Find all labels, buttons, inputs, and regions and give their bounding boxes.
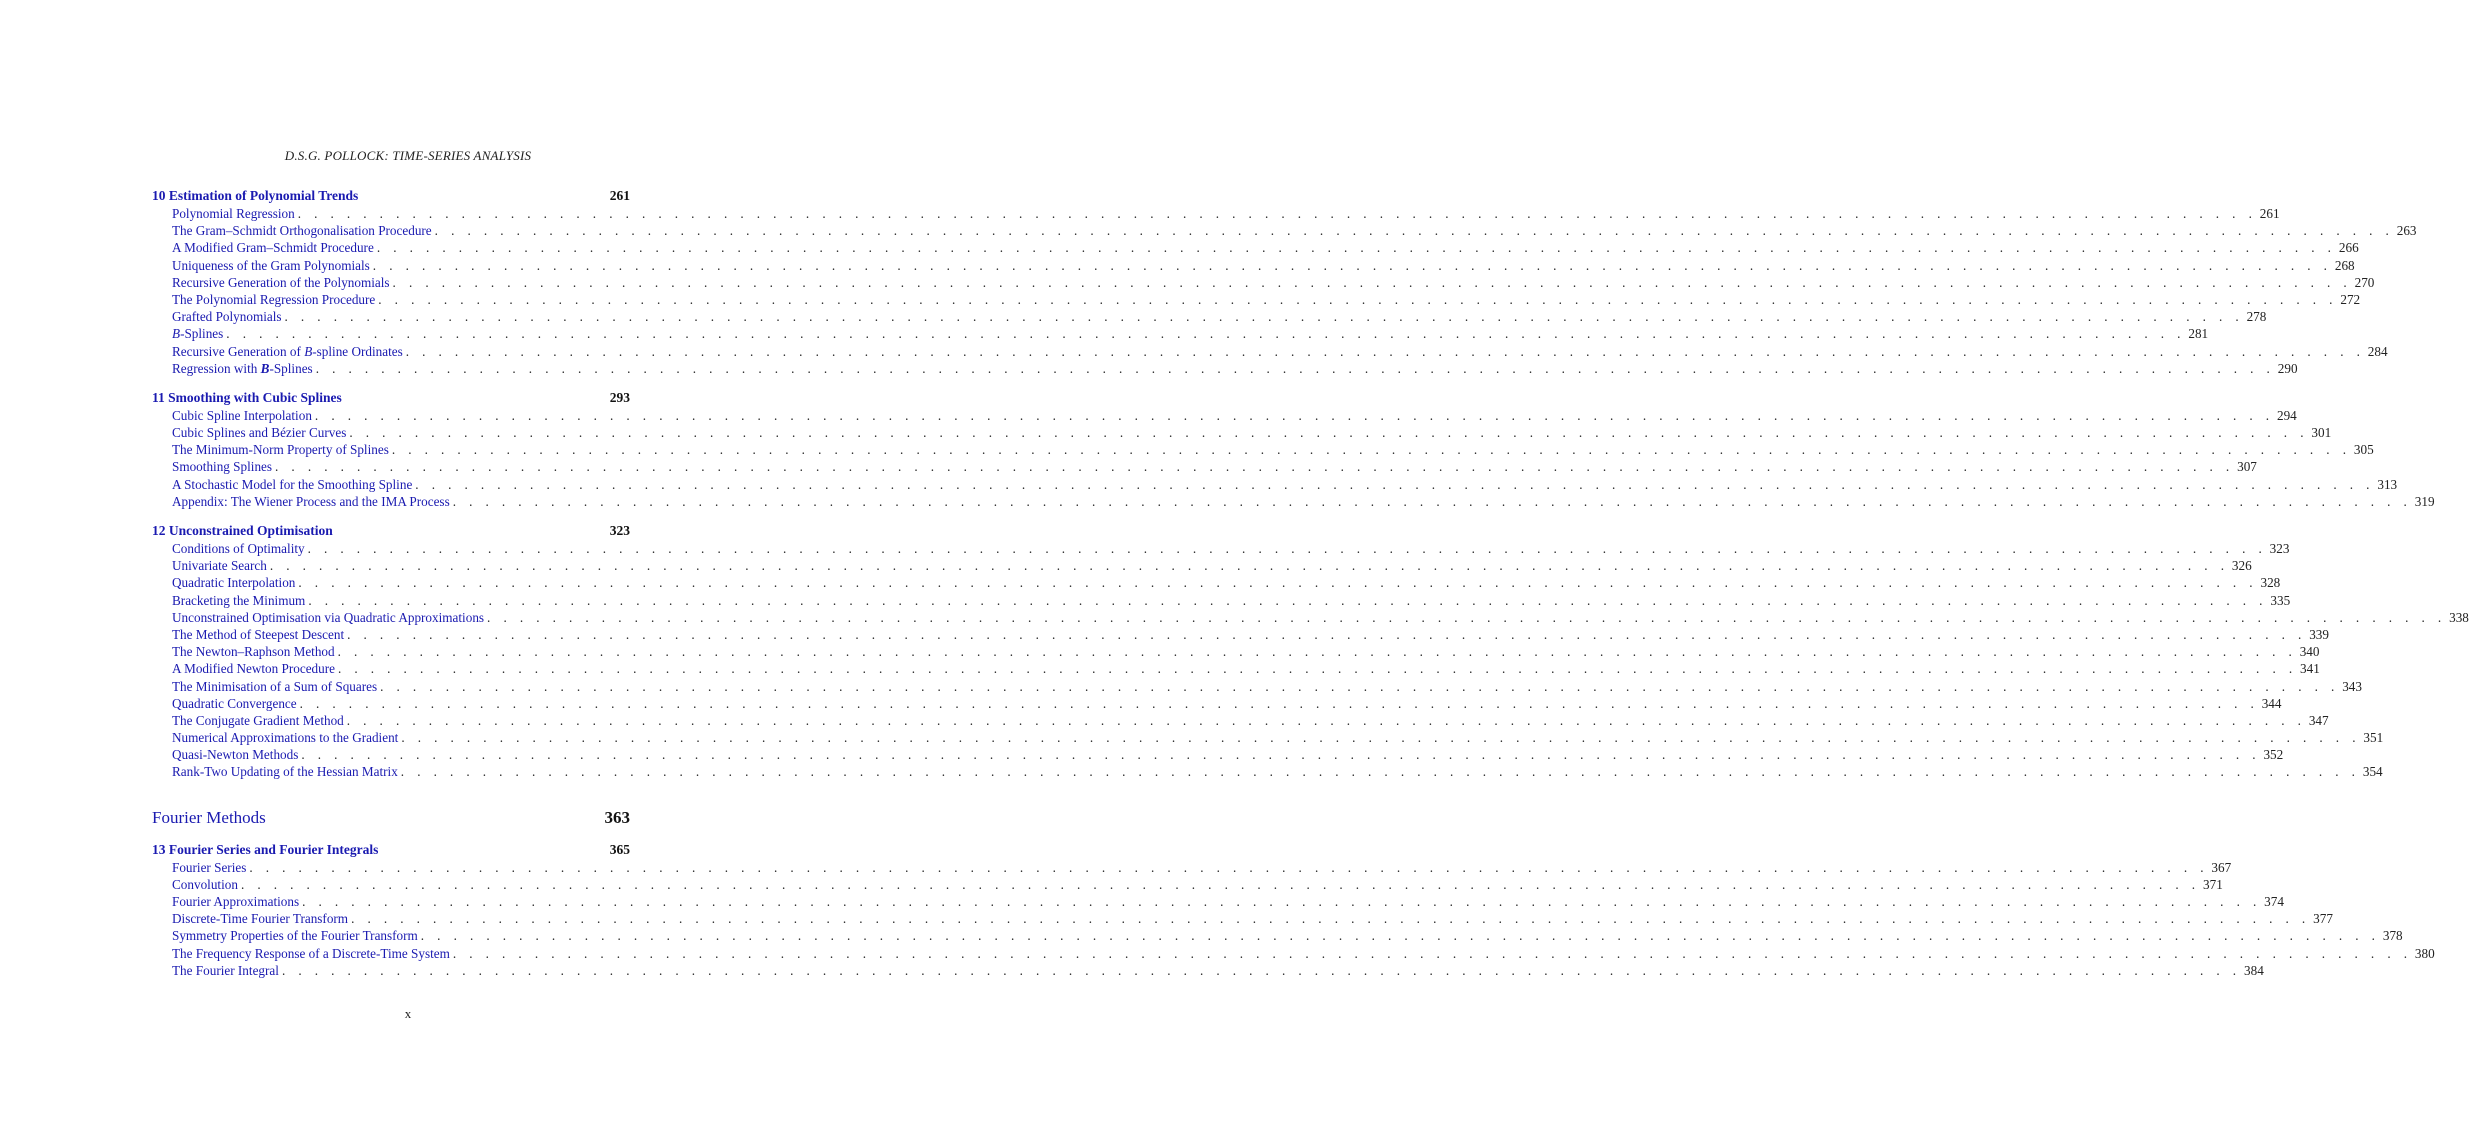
toc-entry-title[interactable]: B-Splines — [172, 326, 224, 342]
running-head: D.S.G. POLLOCK: TIME-SERIES ANALYSIS — [284, 148, 532, 163]
dot-leader: . . . . . . . . . . . . . . . . . . . . . . . . . . . . . . . . . . . . . . . . . . . . . . . . . . . . . . . . . . . . . . . . . . . . . . . . . . . . . . . . . . . . . . . . . . . . . . . . . . . . . . . . . . . . . . . . . . . . . . . . — [487, 609, 2447, 625]
toc-entry-title[interactable]: Rank-Two Updating of the Hessian Matrix — [172, 764, 398, 780]
dot-leader: . . . . . . . . . . . . . . . . . . . . . . . . . . . . . . . . . . . . . . . . . . . . . . . . . . . . . . . . . . . . . . . . . . . . . . . . . . . . . . . . . . . . . . . . . . . . . . . . . . . . . . . . . . . . . . . . . . . . . . . . — [302, 894, 2262, 909]
dot-leader: . . . . . . . . . . . . . . . . . . . . . . . . . . . . . . . . . . . . . . . . . . . . . . . . . . . . . . . . . . . . . . . . . . . . . . . . . . . . . . . . . . . . . . . . . . . . . . . . . . . . . . . . . . . . . . . . . . . . . . . . — [400, 764, 2360, 780]
toc-entry[interactable] — [152, 712, 2329, 729]
toc-entry[interactable] — [152, 626, 2329, 643]
dot-leader: . . . . . . . . . . . . . . . . . . . . . . . . . . . . . . . . . . . . . . . . . . . . . . . . . . . . . . . . . . . . . . . . . . . . . . . . . . . . . . . . . . . . . . . . . . . . . . . . . . . . . . . . . . . . . . . . . . . . . . . . — [240, 876, 2201, 892]
dot-leader: . . . . . . . . . . . . . . . . . . . . . . . . . . . . . . . . . . . . . . . . . . . . . . . . . . . . . . . . . . . . . . . . . . . . . . . . . . . . . . . . . . . . . . . . . . . . . . . . . . . . . . . . . . . . . . . . . . . . . . . . — [378, 291, 2338, 307]
toc-entry[interactable] — [152, 962, 2264, 979]
toc-entry[interactable] — [152, 609, 2469, 626]
toc-entry-page: 374 — [2264, 894, 2284, 909]
toc-entry-title[interactable]: Recursive Generation of B-spline Ordinates — [172, 343, 403, 359]
toc-entry-page: 344 — [2261, 695, 2282, 711]
chapter-block — [152, 841, 2435, 979]
toc-entry-title[interactable]: A Modified Newton Procedure — [172, 661, 335, 677]
page-number: x — [404, 1006, 412, 1021]
dot-leader: . . . . . . . . . . . . . . . . . . . . . . . . . . . . . . . . . . . . . . . . . . . . . . . . . . . . . . . . . . . . . . . . . . . . . . . . . . . . . . . . . . . . . . . . . . . . . . . . . . . . . . . . . . . . . . . . . . . . . . . . — [349, 425, 2309, 441]
toc-entry-title[interactable]: The Frequency Response of a Discrete-Time System — [172, 945, 450, 961]
dot-leader: . . . . . . . . . . . . . . . . . . . . . . . . . . . . . . . . . . . . . . . . . . . . . . . . . . . . . . . . . . . . . . . . . . . . . . . . . . . . . . . . . . . . . . . . . . . . . . . . . . . . . . . . . . . . . . . . . . . . . . . . — [347, 626, 2307, 642]
dot-leader: . . . . . . . . . . . . . . . . . . . . . . . . . . . . . . . . . . . . . . . . . . . . . . . . . . . . . . . . . . . . . . . . . . . . . . . . . . . . . . . . . . . . . . . . . . . . . . . . . . . . . . . . . . . . . . . . . . . . . . . . — [392, 274, 2352, 290]
toc-entry[interactable] — [152, 695, 2282, 712]
toc-entry[interactable] — [152, 540, 2290, 557]
toc-entry[interactable] — [152, 476, 2398, 493]
dot-leader: . . . . . . . . . . . . . . . . . . . . . . . . . . . . . . . . . . . . . . . . . . . . . . . . . . . . . . . . . . . . . . . . . . . . . . . . . . . . . . . . . . . . . . . . . . . . . . . . . . . . . . . . . . . . . . . . . . . . . . . . — [337, 644, 2297, 660]
toc-entry[interactable] — [152, 660, 2320, 677]
dot-leader: . . . . . . . . . . . . . . . . . . . . . . . . . . . . . . . . . . . . . . . . . . . . . . . . . . . . . . . . . . . . . . . . . . . . . . . . . . . . . . . . . . . . . . . . . . . . . . . . . . . . . . . . . . . . . . . . . . . . . . . . — [346, 712, 2306, 728]
dot-leader: . . . . . . . . . . . . . . . . . . . . . . . . . . . . . . . . . . . . . . . . . . . . . . . . . . . . . . . . . . . . . . . . . . . . . . . . . . . . . . . . . . . . . . . . . . . . . . . . . . . . . . . . . . . . . . . . . . . . . . . . — [380, 678, 2340, 694]
toc-entry[interactable] — [152, 308, 2267, 325]
toc-entry-page: 335 — [2270, 592, 2291, 608]
toc-entry[interactable] — [152, 643, 2320, 660]
toc-entry-page: 281 — [2188, 326, 2209, 342]
dot-leader: . . . . . . . . . . . . . . . . . . . . . . . . . . . . . . . . . . . . . . . . . . . . . . . . . . . . . . . . . . . . . . . . . . . . . . . . . . . . . . . . . . . . . . . . . . . . . . . . . . . . . . . . . . . . . . . . . . . . . . . . — [314, 407, 2274, 423]
chapter-page-number: 365 — [609, 841, 630, 857]
toc-entry-page: 384 — [2244, 962, 2264, 978]
toc-entry[interactable] — [152, 763, 2383, 780]
part-heading[interactable] — [152, 807, 630, 829]
toc-entry-title[interactable]: Fourier Series — [172, 859, 247, 875]
chapter-page-number: 261 — [609, 188, 630, 203]
chapter-block — [152, 389, 2435, 510]
toc-entry-title[interactable]: Univariate Search — [172, 558, 267, 574]
toc-entry[interactable] — [152, 458, 2257, 475]
toc-entry[interactable] — [152, 910, 2333, 927]
dot-leader: . . . . . . . . . . . . . . . . . . . . . . . . . . . . . . . . . . . . . . . . . . . . . . . . . . . . . . . . . . . . . . . . . . . . . . . . . . . . . . . . . . . . . . . . . . . . . . . . . . . . . . . . . . . . . . . . . . . . . . . . — [307, 541, 2267, 556]
dot-leader: . . . . . . . . . . . . . . . . . . . . . . . . . . . . . . . . . . . . . . . . . . . . . . . . . . . . . . . . . . . . . . . . . . . . . . . . . . . . . . . . . . . . . . . . . . . . . . . . . . . . . . . . . . . . . . . . . . . . . . . . — [269, 558, 2229, 574]
dot-leader: . . . . . . . . . . . . . . . . . . . . . . . . . . . . . . . . . . . . . . . . . . . . . . . . . . . . . . . . . . . . . . . . . . . . . . . . . . . . . . . . . . . . . . . . . . . . . . . . . . . . . . . . . . . . . . . . . . . . . . . . — [315, 360, 2275, 376]
dot-leader: . . . . . . . . . . . . . . . . . . . . . . . . . . . . . . . . . . . . . . . . . . . . . . . . . . . . . . . . . . . . . . . . . . . . . . . . . . . . . . . . . . . . . . . . . . . . . . . . . . . . . . . . . . . . . . . . . . . . . . . . — [297, 206, 2257, 221]
chapter-heading[interactable] — [152, 389, 630, 407]
dot-leader: . . . . . . . . . . . . . . . . . . . . . . . . . . . . . . . . . . . . . . . . . . . . . . . . . . . . . . . . . . . . . . . . . . . . . . . . . . . . . . . . . . . . . . . . . . . . . . . . . . . . . . . . . . . . . . . . . . . . . . . . — [226, 326, 2186, 342]
dot-leader: . . . . . . . . . . . . . . . . . . . . . . . . . . . . . . . . . . . . . . . . . . . . . . . . . . . . . . . . . . . . . . . . . . . . . . . . . . . . . . . . . . . . . . . . . . . . . . . . . . . . . . . . . . . . . . . . . . . . . . . . — [405, 343, 2365, 359]
chapter-block — [152, 187, 2417, 377]
toc-entry[interactable] — [152, 441, 2374, 458]
dot-leader: . . . . . . . . . . . . . . . . . . . . . . . . . . . . . . . . . . . . . . . . . . . . . . . . . . . . . . . . . . . . . . . . . . . . . . . . . . . . . . . . . . . . . . . . . . . . . . . . . . . . . . . . . . . . . . . . . . . . . . . . — [298, 575, 2258, 591]
toc-entry-page: 378 — [2382, 928, 2403, 944]
dot-leader: . . . . . . . . . . . . . . . . . . . . . . . . . . . . . . . . . . . . . . . . . . . . . . . . . . . . . . . . . . . . . . . . . . . . . . . . . . . . . . . . . . . . . . . . . . . . . . . . . . . . . . . . . . . . . . . . . . . . . . . . — [420, 928, 2380, 944]
toc-entry-page: 290 — [2277, 360, 2298, 376]
toc-entry-title[interactable]: The Conjugate Gradient Method — [172, 712, 344, 728]
chapter-title[interactable]: 11 Smoothing with Cubic Splines — [152, 389, 342, 405]
toc-entry[interactable] — [152, 407, 2297, 424]
table-of-contents — [152, 187, 2469, 991]
toc-entry-page: 294 — [2276, 407, 2297, 423]
toc-entry[interactable] — [152, 274, 2375, 291]
toc-entry-page: 352 — [2263, 747, 2284, 763]
toc-entry-title[interactable]: The Minimisation of a Sum of Squares — [172, 678, 378, 694]
chapter-page-number: 323 — [609, 523, 630, 538]
toc-entry-page: 367 — [2211, 859, 2232, 875]
toc-entry-page: 371 — [2203, 876, 2223, 892]
toc-entry[interactable] — [152, 325, 2209, 342]
toc-entry-page: 313 — [2377, 476, 2398, 492]
toc-entry-page: 301 — [2311, 425, 2332, 441]
chapter-page-number: 293 — [609, 389, 630, 405]
toc-entry-page: 338 — [2449, 609, 2469, 625]
toc-entry[interactable] — [152, 893, 2284, 910]
chapter-title[interactable]: 10 Estimation of Polynomial Trends — [152, 188, 359, 203]
toc-entry-title[interactable]: Quadratic Convergence — [172, 695, 297, 711]
dot-leader: . . . . . . . . . . . . . . . . . . . . . . . . . . . . . . . . . . . . . . . . . . . . . . . . . . . . . . . . . . . . . . . . . . . . . . . . . . . . . . . . . . . . . . . . . . . . . . . . . . . . . . . . . . . . . . . . . . . . . . . . — [284, 309, 2244, 325]
toc-entry-page: 340 — [2299, 644, 2320, 660]
toc-entry-page: 305 — [2353, 442, 2374, 458]
part-page-number: 363 — [604, 807, 630, 827]
toc-entry-title[interactable]: Recursive Generation of the Polynomials — [172, 274, 390, 290]
chapter-title[interactable]: 12 Unconstrained Optimisation — [152, 523, 333, 538]
toc-entry-page: 343 — [2342, 678, 2362, 694]
toc-entry[interactable] — [152, 205, 2280, 222]
toc-entry[interactable] — [152, 876, 2223, 893]
toc-entry[interactable] — [152, 729, 2384, 746]
dot-leader: . . . . . . . . . . . . . . . . . . . . . . . . . . . . . . . . . . . . . . . . . . . . . . . . . . . . . . . . . . . . . . . . . . . . . . . . . . . . . . . . . . . . . . . . . . . . . . . . . . . . . . . . . . . . . . . . . . . . . . . . — [434, 223, 2394, 239]
toc-entry[interactable] — [152, 222, 2417, 239]
toc-entry-title[interactable]: The Fourier Integral — [172, 962, 279, 978]
toc-entry-page: 266 — [2338, 240, 2359, 256]
toc-entry-page: 347 — [2308, 712, 2329, 728]
toc-entry-page: 270 — [2354, 274, 2375, 290]
toc-entry-title[interactable]: Quadratic Interpolation — [172, 575, 296, 591]
toc-entry-page: 272 — [2340, 291, 2361, 307]
toc-entry-title[interactable]: Numerical Approximations to the Gradient — [172, 730, 399, 746]
dot-leader: . . . . . . . . . . . . . . . . . . . . . . . . . . . . . . . . . . . . . . . . . . . . . . . . . . . . . . . . . . . . . . . . . . . . . . . . . . . . . . . . . . . . . . . . . . . . . . . . . . . . . . . . . . . . . . . . . . . . . . . . — [401, 730, 2361, 746]
toc-entry-title[interactable]: Bracketing the Minimum — [172, 592, 306, 608]
dot-leader: . . . . . . . . . . . . . . . . . . . . . . . . . . . . . . . . . . . . . . . . . . . . . . . . . . . . . . . . . . . . . . . . . . . . . . . . . . . . . . . . . . . . . . . . . . . . . . . . . . . . . . . . . . . . . . . . . . . . . . . . — [249, 859, 2209, 875]
chapter-title[interactable]: 13 Fourier Series and Fourier Integrals — [152, 841, 379, 857]
dot-leader: . . . . . . . . . . . . . . . . . . . . . . . . . . . . . . . . . . . . . . . . . . . . . . . . . . . . . . . . . . . . . . . . . . . . . . . . . . . . . . . . . . . . . . . . . . . . . . . . . . . . . . . . . . . . . . . . . . . . . . . . — [372, 257, 2332, 273]
toc-entry-title[interactable]: A Stochastic Model for the Smoothing Spline — [172, 476, 413, 492]
dot-leader: . . . . . . . . . . . . . . . . . . . . . . . . . . . . . . . . . . . . . . . . . . . . . . . . . . . . . . . . . . . . . . . . . . . . . . . . . . . . . . . . . . . . . . . . . . . . . . . . . . . . . . . . . . . . . . . . . . . . . . . . — [337, 661, 2298, 677]
toc-entry[interactable] — [152, 291, 2361, 308]
toc-entry-title[interactable]: Symmetry Properties of the Fourier Transform — [172, 928, 418, 944]
toc-entry-page: 319 — [2414, 493, 2435, 509]
toc-entry-title[interactable]: Convolution — [172, 876, 238, 892]
toc-entry-title[interactable]: A Modified Gram–Schmidt Procedure — [172, 240, 374, 256]
dot-leader: . . . . . . . . . . . . . . . . . . . . . . . . . . . . . . . . . . . . . . . . . . . . . . . . . . . . . . . . . . . . . . . . . . . . . . . . . . . . . . . . . . . . . . . . . . . . . . . . . . . . . . . . . . . . . . . . . . . . . . . . — [452, 945, 2412, 961]
toc-entry-title[interactable]: Appendix: The Wiener Process and the IMA Process — [172, 493, 450, 509]
toc-entry[interactable] — [152, 678, 2362, 695]
toc-entry-page: 354 — [2362, 764, 2383, 780]
toc-entry-title[interactable]: Cubic Spline Interpolation — [172, 407, 312, 423]
dot-leader: . . . . . . . . . . . . . . . . . . . . . . . . . . . . . . . . . . . . . . . . . . . . . . . . . . . . . . . . . . . . . . . . . . . . . . . . . . . . . . . . . . . . . . . . . . . . . . . . . . . . . . . . . . . . . . . . . . . . . . . . — [415, 476, 2375, 492]
toc-entry-page: 377 — [2313, 911, 2333, 927]
toc-entry-page: 284 — [2367, 343, 2388, 359]
toc-entry-title[interactable]: Cubic Splines and Bézier Curves — [172, 425, 347, 441]
toc-entry[interactable] — [152, 859, 2232, 876]
toc-entry-page: 261 — [2259, 206, 2280, 221]
chapter-heading[interactable] — [152, 187, 630, 205]
dot-leader: . . . . . . . . . . . . . . . . . . . . . . . . . . . . . . . . . . . . . . . . . . . . . . . . . . . . . . . . . . . . . . . . . . . . . . . . . . . . . . . . . . . . . . . . . . . . . . . . . . . . . . . . . . . . . . . . . . . . . . . . — [391, 442, 2351, 458]
dot-leader: . . . . . . . . . . . . . . . . . . . . . . . . . . . . . . . . . . . . . . . . . . . . . . . . . . . . . . . . . . . . . . . . . . . . . . . . . . . . . . . . . . . . . . . . . . . . . . . . . . . . . . . . . . . . . . . . . . . . . . . . — [452, 493, 2412, 509]
toc-entry[interactable] — [152, 557, 2252, 574]
toc-entry-title[interactable]: The Gram–Schmidt Orthogonalisation Procedure — [172, 223, 432, 239]
toc-entry-page: 307 — [2237, 459, 2257, 475]
toc-entry[interactable] — [152, 257, 2355, 274]
toc-entry-title[interactable]: The Polynomial Regression Procedure — [172, 291, 376, 307]
dot-leader: . . . . . . . . . . . . . . . . . . . . . . . . . . . . . . . . . . . . . . . . . . . . . . . . . . . . . . . . . . . . . . . . . . . . . . . . . . . . . . . . . . . . . . . . . . . . . . . . . . . . . . . . . . . . . . . . . . . . . . . . — [308, 592, 2268, 608]
dot-leader: . . . . . . . . . . . . . . . . . . . . . . . . . . . . . . . . . . . . . . . . . . . . . . . . . . . . . . . . . . . . . . . . . . . . . . . . . . . . . . . . . . . . . . . . . . . . . . . . . . . . . . . . . . . . . . . . . . . . . . . . — [301, 747, 2261, 763]
dot-leader: . . . . . . . . . . . . . . . . . . . . . . . . . . . . . . . . . . . . . . . . . . . . . . . . . . . . . . . . . . . . . . . . . . . . . . . . . . . . . . . . . . . . . . . . . . . . . . . . . . . . . . . . . . . . . . . . . . . . . . . . — [351, 911, 2311, 927]
toc-entry-page: 351 — [2363, 730, 2384, 746]
chapter-block — [152, 522, 2469, 781]
toc-entry[interactable] — [152, 343, 2388, 360]
toc-entry[interactable] — [152, 493, 2435, 510]
toc-entry[interactable] — [152, 360, 2298, 377]
dot-leader: . . . . . . . . . . . . . . . . . . . . . . . . . . . . . . . . . . . . . . . . . . . . . . . . . . . . . . . . . . . . . . . . . . . . . . . . . . . . . . . . . . . . . . . . . . . . . . . . . . . . . . . . . . . . . . . . . . . . . . . . — [275, 459, 2235, 475]
toc-entry[interactable] — [152, 239, 2359, 256]
toc-entry-title[interactable]: Discrete-Time Fourier Transform — [172, 911, 349, 927]
toc-entry-title[interactable]: Polynomial Regression — [172, 206, 295, 221]
toc-entry-title[interactable]: Fourier Approximations — [172, 894, 300, 909]
toc-entry-title[interactable]: Regression with B-Splines — [172, 360, 313, 376]
toc-entry[interactable] — [152, 746, 2284, 763]
chapter-heading[interactable] — [152, 841, 630, 859]
toc-entry-page: 278 — [2246, 309, 2267, 325]
toc-entry[interactable] — [152, 927, 2403, 944]
dot-leader: . . . . . . . . . . . . . . . . . . . . . . . . . . . . . . . . . . . . . . . . . . . . . . . . . . . . . . . . . . . . . . . . . . . . . . . . . . . . . . . . . . . . . . . . . . . . . . . . . . . . . . . . . . . . . . . . . . . . . . . . — [376, 240, 2336, 256]
toc-entry-page: 341 — [2300, 661, 2320, 677]
toc-entry-title[interactable]: Uniqueness of the Gram Polynomials — [172, 257, 370, 273]
toc-entry-title[interactable]: Quasi-Newton Methods — [172, 747, 299, 763]
toc-entry[interactable] — [152, 945, 2435, 962]
dot-leader: . . . . . . . . . . . . . . . . . . . . . . . . . . . . . . . . . . . . . . . . . . . . . . . . . . . . . . . . . . . . . . . . . . . . . . . . . . . . . . . . . . . . . . . . . . . . . . . . . . . . . . . . . . . . . . . . . . . . . . . . — [281, 962, 2241, 978]
toc-entry-page: 380 — [2414, 945, 2435, 961]
toc-entry[interactable] — [152, 424, 2332, 441]
toc-entry-page: 326 — [2231, 558, 2252, 574]
toc-entry-page: 268 — [2334, 257, 2355, 273]
part-title[interactable]: Fourier Methods — [152, 807, 266, 827]
toc-entry-title[interactable]: The Minimum-Norm Property of Splines — [172, 442, 389, 458]
toc-entry-title[interactable]: The Method of Steepest Descent — [172, 626, 345, 642]
dot-leader: . . . . . . . . . . . . . . . . . . . . . . . . . . . . . . . . . . . . . . . . . . . . . . . . . . . . . . . . . . . . . . . . . . . . . . . . . . . . . . . . . . . . . . . . . . . . . . . . . . . . . . . . . . . . . . . . . . . . . . . . — [299, 695, 2259, 711]
toc-entry-page: 328 — [2260, 575, 2281, 591]
toc-entry-title[interactable]: Conditions of Optimality — [172, 541, 305, 556]
toc-entry-title[interactable]: Grafted Polynomials — [172, 309, 282, 325]
toc-entry-title[interactable]: Smoothing Splines — [172, 459, 273, 475]
toc-entry-title[interactable]: The Newton–Raphson Method — [172, 644, 335, 660]
toc-entry[interactable] — [152, 592, 2291, 609]
toc-entry-page: 339 — [2309, 626, 2329, 642]
chapter-heading[interactable] — [152, 522, 630, 540]
toc-entry-page: 323 — [2269, 541, 2290, 556]
toc-entry-title[interactable]: Unconstrained Optimisation via Quadratic Approximations — [172, 609, 485, 625]
toc-entry-page: 263 — [2396, 223, 2417, 239]
toc-entry[interactable] — [152, 574, 2281, 591]
